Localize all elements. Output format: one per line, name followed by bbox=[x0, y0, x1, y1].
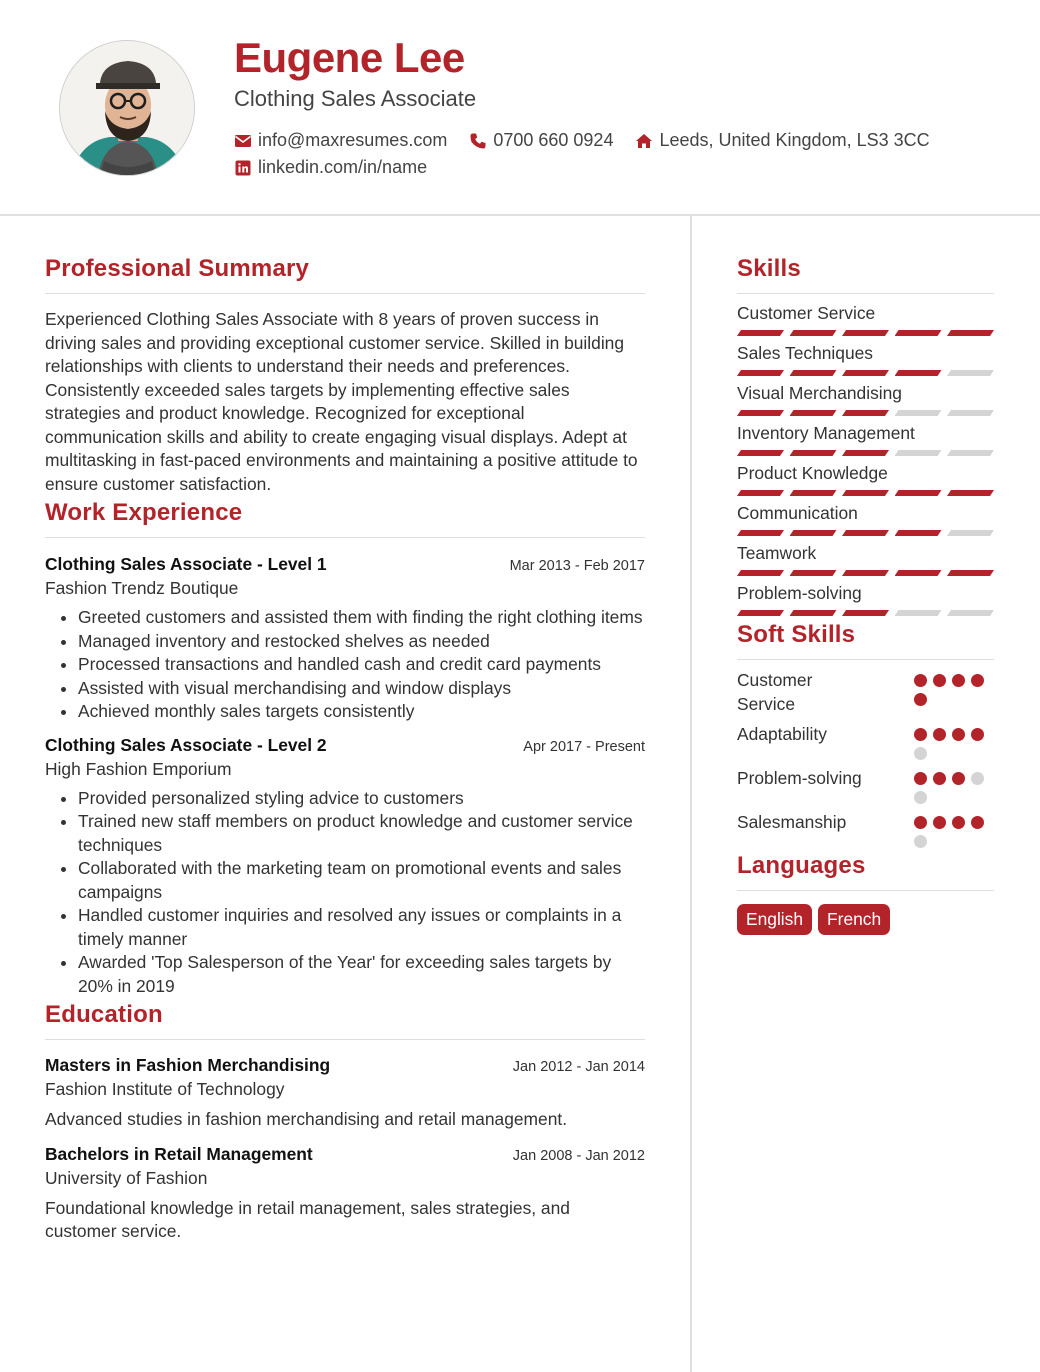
skill-item bbox=[737, 382, 994, 416]
skill-level-segment bbox=[737, 450, 784, 456]
contact-email[interactable] bbox=[234, 130, 447, 151]
job-company: High Fashion Emporium bbox=[45, 758, 232, 779]
job-bullets bbox=[45, 606, 645, 724]
skill-level-segment bbox=[947, 410, 994, 416]
skill-level-segment bbox=[737, 530, 784, 536]
education-description: Foundational knowledge in retail management, sales strategies, and customer service. bbox=[45, 1197, 570, 1241]
skill-level-segment bbox=[895, 570, 942, 576]
linkedin-text: linkedin.com/in/name bbox=[258, 157, 428, 177]
skill-level-segment bbox=[737, 490, 784, 496]
skill-level-segment bbox=[947, 450, 994, 456]
soft-skill-item bbox=[737, 766, 994, 804]
soft-skill-name: Adaptability bbox=[737, 724, 827, 744]
education-entry bbox=[45, 1055, 645, 1132]
rating-dot bbox=[971, 674, 984, 687]
skill-level-segment bbox=[790, 410, 837, 416]
side-column bbox=[737, 255, 994, 935]
main-column bbox=[45, 255, 645, 1244]
soft-skill-item bbox=[737, 722, 994, 760]
job-company: Fashion Trendz Boutique bbox=[45, 578, 239, 598]
rating-dot bbox=[914, 835, 927, 848]
rating-dot bbox=[933, 772, 946, 785]
job-bullet: • Awarded 'Top Salesperson of the Year' for exceeding sales targets by 20% in 2019 bbox=[78, 951, 645, 998]
skill-level-segment bbox=[842, 610, 889, 616]
summary-text: Experienced Clothing Sales Associate with 8 years of proven success in driving sales and providing exceptional customer service. Skilled in building relationships with clients to understand their needs and preferences. Consistently exceeded sales targets by implementing effective sales strategies and product knowledge. Recognized for exceptional communication skills and ability to create engaging visual displays. Adept at multitasking in fast-paced environments and maintaining a positive attitude to ensure customer satisfaction. bbox=[45, 309, 638, 494]
skill-level-segment bbox=[842, 570, 889, 576]
languages-heading: Languages bbox=[737, 852, 994, 891]
soft-skill-name: Salesmanship bbox=[737, 812, 847, 832]
skill-level-segment bbox=[947, 490, 994, 496]
job-title: Clothing Sales Associate - Level 1 bbox=[45, 554, 327, 574]
skill-level-segment bbox=[842, 370, 889, 376]
job-entry bbox=[45, 735, 645, 999]
rating-dot bbox=[914, 816, 927, 829]
rating-dot bbox=[971, 816, 984, 829]
job-date: Mar 2013 - Feb 2017 bbox=[509, 558, 645, 574]
skill-level-segment bbox=[947, 610, 994, 616]
skill-level-bar bbox=[737, 570, 994, 576]
languages-list bbox=[737, 904, 994, 935]
job-bullets bbox=[45, 787, 645, 999]
skill-level-segment bbox=[737, 370, 784, 376]
education-heading: Education bbox=[45, 1001, 645, 1040]
candidate-name: Eugene Lee bbox=[234, 34, 465, 81]
skill-name: Problem-solving bbox=[737, 583, 862, 603]
skills-list bbox=[737, 302, 994, 616]
contact-phone[interactable] bbox=[469, 130, 613, 151]
degree-title: Bachelors in Retail Management bbox=[45, 1143, 313, 1164]
linkedin-icon bbox=[234, 159, 252, 177]
candidate-title: Clothing Sales Associate bbox=[234, 86, 477, 111]
contact-row bbox=[234, 130, 952, 151]
skill-level-segment bbox=[790, 570, 837, 576]
job-bullet: • Achieved monthly sales targets consistently bbox=[78, 700, 645, 724]
rating-dot bbox=[952, 674, 965, 687]
rating-dot bbox=[971, 772, 984, 785]
soft-skill-item bbox=[737, 810, 994, 848]
rating-dot bbox=[914, 728, 927, 741]
rating-dot bbox=[914, 772, 927, 785]
skill-name: Teamwork bbox=[737, 543, 817, 563]
school-name: Fashion Institute of Technology bbox=[45, 1079, 285, 1099]
phone-icon bbox=[469, 132, 487, 150]
education-entry bbox=[45, 1144, 645, 1244]
skill-level-segment bbox=[842, 450, 889, 456]
skill-level-segment bbox=[790, 370, 837, 376]
rating-dot bbox=[933, 816, 946, 829]
skill-level-segment bbox=[895, 450, 942, 456]
skill-level-bar bbox=[737, 530, 994, 536]
job-date: Apr 2017 - Present bbox=[523, 738, 645, 755]
education-date: Jan 2008 - Jan 2012 bbox=[512, 1147, 645, 1164]
skill-level-bar bbox=[737, 450, 994, 456]
degree-title: Masters in Fashion Merchandising bbox=[45, 1055, 331, 1075]
skill-level-segment bbox=[790, 530, 837, 536]
job-bullet: • Collaborated with the marketing team on promotional events and sales campaigns bbox=[78, 857, 645, 904]
rating-dot bbox=[952, 772, 965, 785]
skill-level-segment bbox=[790, 330, 837, 336]
job-title: Clothing Sales Associate - Level 2 bbox=[45, 734, 327, 755]
email-text: info@maxresumes.com bbox=[258, 130, 448, 150]
location-text: Leeds, United Kingdom, LS3 3CC bbox=[659, 130, 930, 150]
portrait-image bbox=[60, 41, 195, 176]
skill-level-segment bbox=[947, 530, 994, 536]
rating-dot bbox=[933, 728, 946, 741]
education-date: Jan 2012 - Jan 2014 bbox=[512, 1059, 645, 1075]
job-bullet: • Processed transactions and handled cash and credit card payments bbox=[78, 653, 645, 677]
skill-level-segment bbox=[895, 490, 942, 496]
skill-name: Communication bbox=[737, 503, 858, 523]
skill-level-segment bbox=[895, 330, 942, 336]
rating-dot bbox=[914, 693, 927, 706]
skill-level-segment bbox=[947, 370, 994, 376]
skill-level-segment bbox=[737, 410, 784, 416]
school-name: University of Fashion bbox=[45, 1167, 208, 1188]
language-badge: French bbox=[818, 904, 890, 935]
home-icon bbox=[635, 132, 653, 150]
soft-skill-rating bbox=[914, 810, 994, 848]
skill-name: Inventory Management bbox=[737, 423, 915, 443]
soft-skills-list bbox=[737, 668, 994, 848]
skill-level-segment bbox=[895, 370, 942, 376]
job-bullet: • Handled customer inquiries and resolved any issues or complaints in a timely manner bbox=[78, 904, 645, 951]
skill-level-segment bbox=[947, 330, 994, 336]
skill-item bbox=[737, 342, 994, 376]
skill-item bbox=[737, 302, 994, 336]
job-entry bbox=[45, 554, 645, 724]
skill-name: Customer Service bbox=[737, 303, 876, 323]
skills-heading: Skills bbox=[737, 255, 994, 294]
rating-dot bbox=[952, 728, 965, 741]
experience-heading: Work Experience bbox=[45, 499, 645, 538]
skill-level-bar bbox=[737, 610, 994, 616]
skill-level-segment bbox=[842, 530, 889, 536]
skill-level-segment bbox=[842, 410, 889, 416]
soft-skill-rating bbox=[914, 766, 994, 804]
skill-level-segment bbox=[790, 490, 837, 496]
skill-level-segment bbox=[737, 330, 784, 336]
skill-level-segment bbox=[790, 610, 837, 616]
skill-level-segment bbox=[895, 610, 942, 616]
rating-dot bbox=[914, 747, 927, 760]
job-bullet: • Managed inventory and restocked shelves as needed bbox=[78, 630, 645, 654]
skill-item bbox=[737, 582, 994, 616]
skill-level-bar bbox=[737, 410, 994, 416]
phone-text: 0700 660 0924 bbox=[493, 130, 614, 150]
rating-dot bbox=[933, 674, 946, 687]
skill-level-bar bbox=[737, 370, 994, 376]
contact-linkedin[interactable] bbox=[234, 157, 427, 178]
job-bullet: • Trained new staff members on product knowledge and customer service techniques bbox=[78, 810, 645, 857]
soft-skill-name: Customer Service bbox=[737, 670, 813, 714]
job-bullet: • Greeted customers and assisted them with finding the right clothing items bbox=[78, 606, 645, 630]
skill-level-segment bbox=[737, 570, 784, 576]
resume-header bbox=[0, 0, 1040, 216]
skill-item bbox=[737, 422, 994, 456]
rating-dot bbox=[952, 816, 965, 829]
skill-name: Visual Merchandising bbox=[737, 383, 902, 403]
job-bullet: • Assisted with visual merchandising and window displays bbox=[78, 677, 645, 701]
soft-skill-rating bbox=[914, 722, 994, 760]
skill-level-segment bbox=[842, 330, 889, 336]
skill-level-segment bbox=[895, 410, 942, 416]
skill-name: Sales Techniques bbox=[737, 343, 873, 363]
rating-dot bbox=[914, 791, 927, 804]
soft-skills-heading: Soft Skills bbox=[737, 621, 994, 660]
skill-level-segment bbox=[737, 610, 784, 616]
skill-item bbox=[737, 462, 994, 496]
summary-heading: Professional Summary bbox=[45, 255, 645, 294]
contact-location bbox=[635, 130, 929, 151]
education-description: Advanced studies in fashion merchandising and retail management. bbox=[45, 1109, 568, 1129]
contact-row bbox=[234, 157, 449, 178]
column-divider bbox=[690, 216, 692, 1372]
rating-dot bbox=[971, 728, 984, 741]
soft-skill-rating bbox=[914, 668, 994, 716]
skill-level-bar bbox=[737, 330, 994, 336]
skill-level-segment bbox=[790, 450, 837, 456]
soft-skill-item bbox=[737, 668, 994, 716]
skill-level-segment bbox=[842, 490, 889, 496]
job-bullet: • Provided personalized styling advice to customers bbox=[78, 787, 645, 811]
skill-item bbox=[737, 542, 994, 576]
profile-photo bbox=[59, 40, 195, 176]
envelope-icon bbox=[234, 132, 252, 150]
language-badge: English bbox=[737, 904, 812, 935]
rating-dot bbox=[914, 674, 927, 687]
skill-level-bar bbox=[737, 490, 994, 496]
skill-item bbox=[737, 502, 994, 536]
skill-level-segment bbox=[895, 530, 942, 536]
soft-skill-name: Problem-solving bbox=[737, 768, 862, 788]
skill-level-segment bbox=[947, 570, 994, 576]
skill-name: Product Knowledge bbox=[737, 463, 888, 483]
